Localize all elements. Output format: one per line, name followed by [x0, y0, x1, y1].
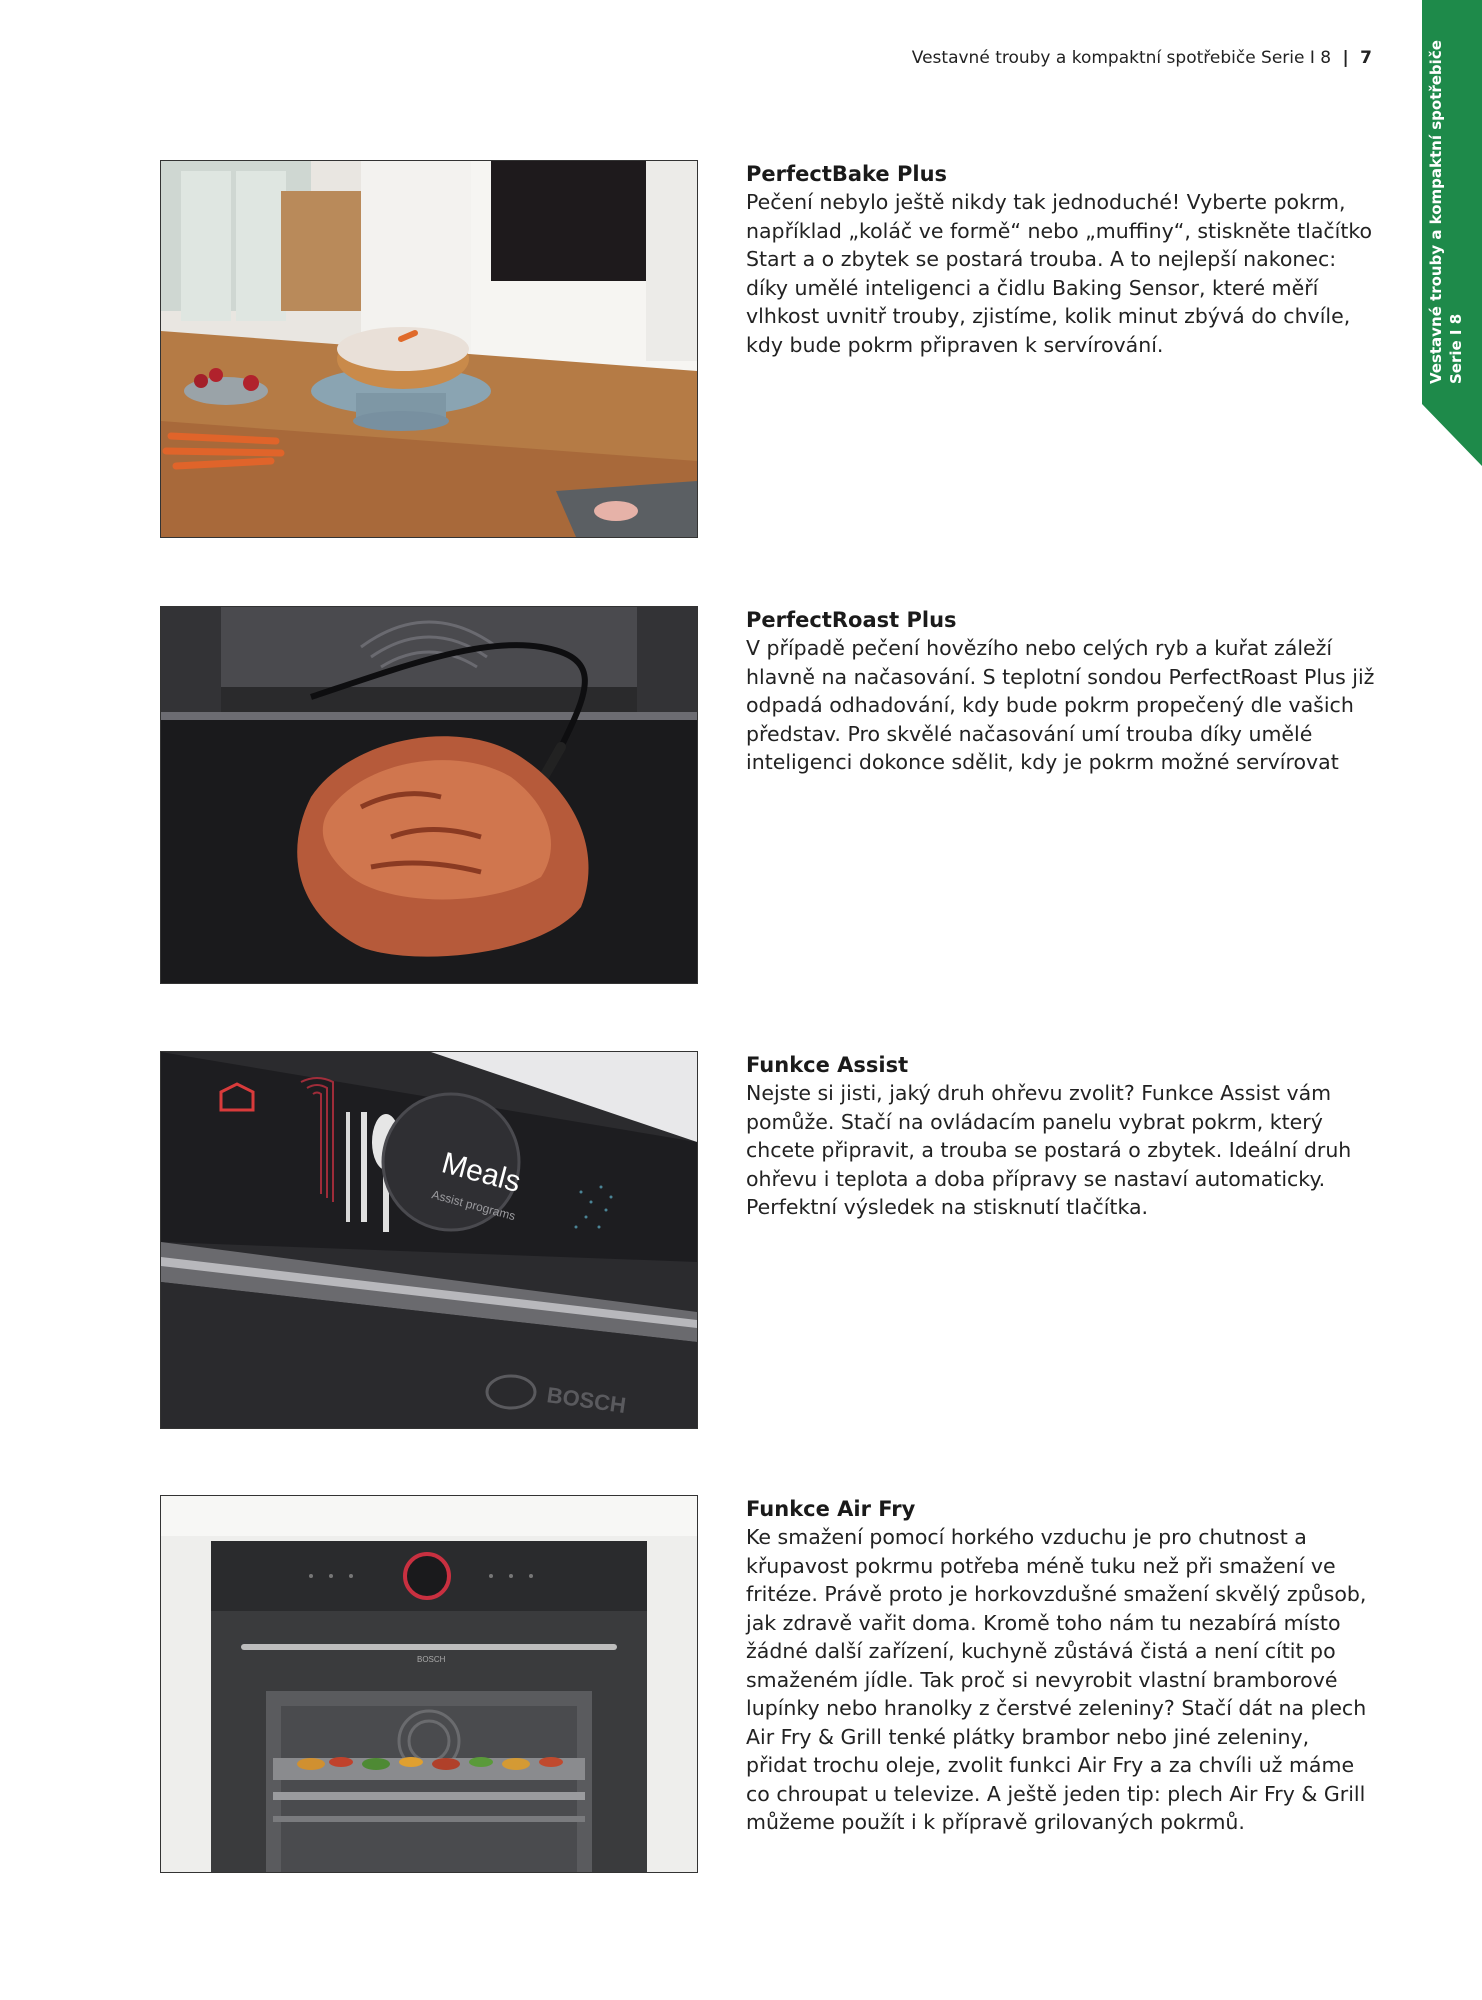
display-meals-text: Meals — [438, 1146, 525, 1199]
section-body: Nejste si jisti, jaký druh ohřevu zvolit? Funkce Assist vám pomůže. Stačí na ovládacím panelu vybrat pokrm, který chcete připravit, a trouba se postará o zbytek. Ideální druh ohřevu i teplota a doba přípravy se nastaví automaticky. Perfektní výsledek na stisknutí tlačítka. — [746, 1081, 1352, 1219]
side-tab-text — [1426, 4, 1466, 384]
display-assist-text: Assist programs — [430, 1187, 517, 1224]
oven-brand-text: BOSCH — [545, 1382, 628, 1419]
side-tab — [1414, 0, 1482, 466]
section-title: PerfectRoast Plus — [746, 608, 957, 632]
section-title: Funkce Assist — [746, 1053, 909, 1077]
section-title: PerfectBake Plus — [746, 162, 948, 186]
section-text — [746, 1495, 1376, 1837]
section-body: V případě pečení hovězího nebo celých ryb a kuřat záleží hlavně na načasování. S teplotní sondou PerfectRoast Plus již odpadá odhadování, kdy bude pokrm propečený dle vašich představ. Pro skvělé načasování umí trouba díky umělé inteligenci dokonce sdělit, kdy je pokrm možné servírovat — [746, 636, 1375, 774]
photo-roast-probe — [160, 606, 698, 984]
section-title: Funkce Air Fry — [746, 1497, 916, 1521]
section-text — [746, 1051, 1376, 1222]
section-text — [746, 160, 1376, 359]
section-airfry — [160, 1495, 1380, 1873]
side-tab-line1: Vestavné trouby a kompaktní spotřebiče — [1427, 40, 1445, 384]
section-assist — [160, 1051, 1380, 1429]
section-body: Ke smažení pomocí horkého vzduchu je pro chutnost a křupavost pokrmu potřeba méně tuku než při smažení ve fritéze. Právě proto je horkovzdušné smažení skvělý způsob, jak zdravě vařit doma. Kromě toho nám tu nezabírá místo žádné další zařízení, kuchyně zůstává čistá a není cítit po smaženém jídle. Tak proč si nevyrobit vlastní bramborové lupínky nebo hranolky z čerstvé zeleniny? Stačí dát na plech Air Fry & Grill tenké plátky brambor nebo jiné zeleniny, přidat trochu oleje, zvolit funkci Air Fry a za chvíli už máme co chroupat u televize. A ještě jeden tip: plech Air Fry & Grill můžeme použít i k přípravě grilovaných pokrmů. — [746, 1525, 1367, 1834]
section-perfectroast — [160, 606, 1380, 984]
photo-oven-display — [160, 1051, 698, 1429]
section-text — [746, 606, 1376, 777]
photo-cake-kitchen — [160, 160, 698, 538]
section-body: Pečení nebylo ještě nikdy tak jednoduché! Vyberte pokrm, například „koláč ve formě“ nebo „muffiny“, stiskněte tlačítko Start a o zbytek se postará trouba. A to nejlepší nakonec: díky umělé inteligenci a čidlu Baking Sensor, které měří vlhkost uvnitř trouby, zjistíme, kolik minut zbývá do chvíle, kdy bude pokrm připraven k servírování. — [746, 190, 1373, 357]
page-header — [912, 48, 1372, 68]
photo-oven-airfry — [160, 1495, 698, 1873]
page-number: 7 — [1360, 48, 1372, 68]
oven-brand-text: BOSCH — [417, 1655, 446, 1664]
section-perfectbake — [160, 160, 1380, 538]
side-tab-line2: Serie I 8 — [1447, 313, 1465, 384]
header-title: Vestavné trouby a kompaktní spotřebiče Serie I 8 — [911, 48, 1332, 68]
header-separator: | — [1342, 48, 1349, 68]
